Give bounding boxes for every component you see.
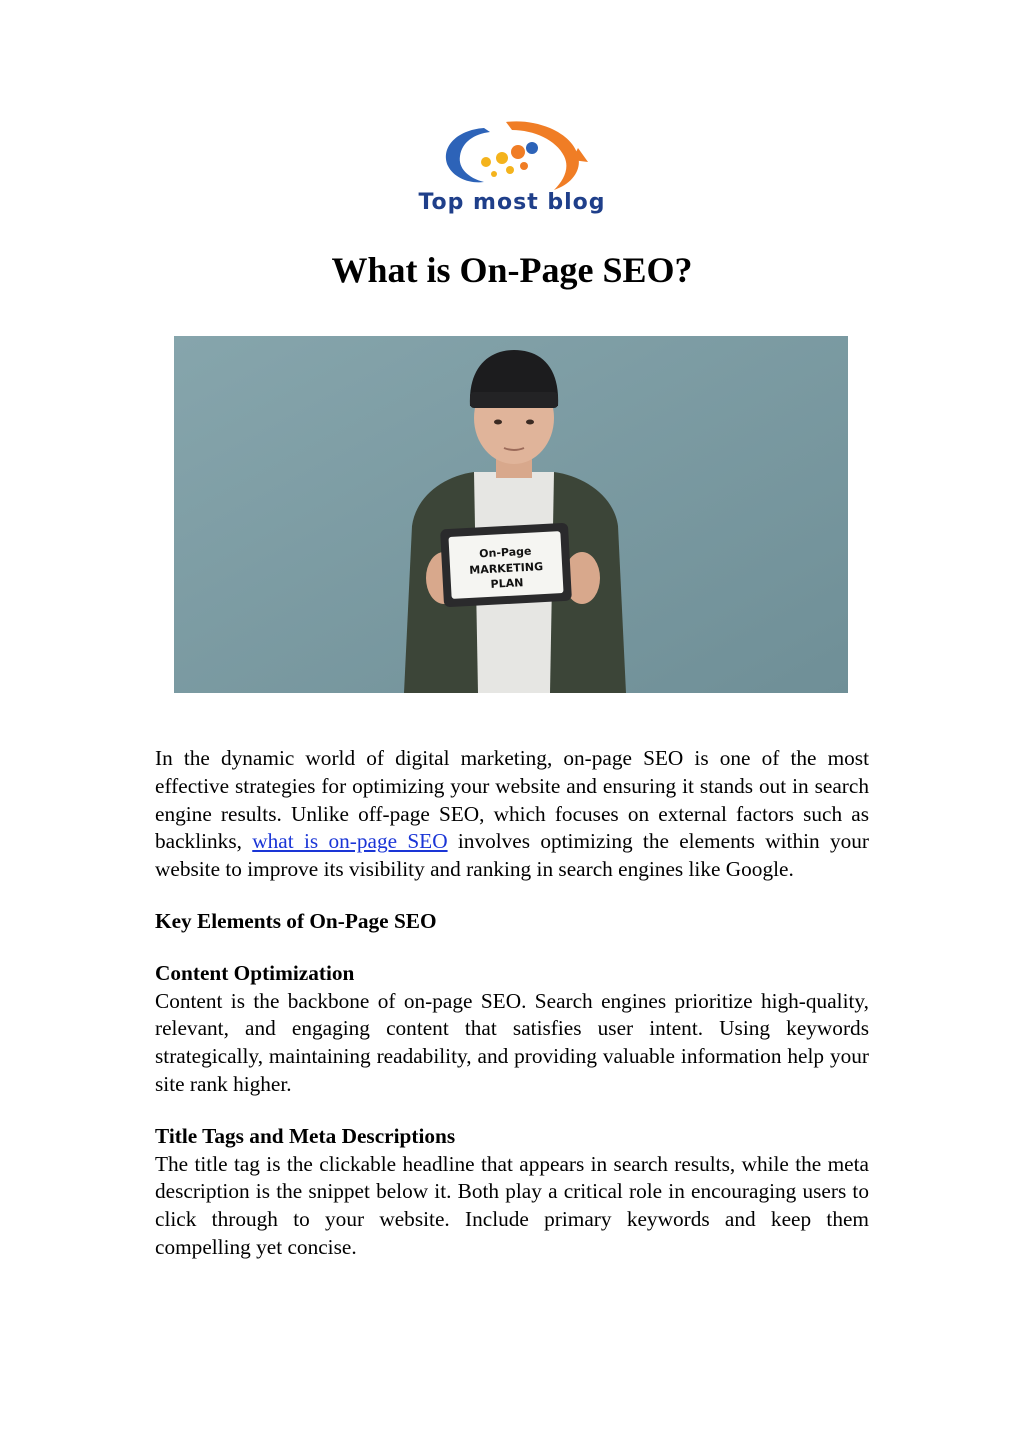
key-elements-heading: Key Elements of On-Page SEO (155, 908, 437, 933)
logo-swirl-icon (366, 118, 658, 194)
marketing-plan-sign (440, 523, 572, 608)
section-body: The title tag is the clickable headline that appears in search results, while the meta description is the snippet below it. Both play a critical role in encouraging users to click through to your website. Include primary keywords and keep them compelling yet concise. (155, 1151, 869, 1259)
page-title: What is On-Page SEO? (331, 250, 693, 290)
hero-image (174, 336, 848, 693)
section-content-optimization (155, 960, 869, 1099)
sign-line-1: On-Page (478, 544, 532, 561)
intro-text-start: In the dynamic world of digital marketing, on-page SEO is one of the most effective strategies for optimizing your website and ensuring it stands out in search engine results. Unlike off-page SEO, which focuses on external factors such as backlinks, (155, 746, 869, 854)
logo-text: Top most blog (418, 190, 606, 215)
section-body: Content is the backbone of on-page SEO. Search engines prioritize high-quality, relevant, and engaging content that satisfies user intent. Using keywords strategically, maintaining readability, and providing valuable information help your site rank higher. (155, 988, 869, 1096)
section-title-tags (155, 1123, 869, 1262)
site-logo[interactable] (366, 118, 658, 218)
intro-paragraph (155, 745, 869, 884)
sign-line-3: PLAN (490, 576, 524, 591)
on-page-seo-link[interactable]: what is on-page SEO (252, 829, 448, 854)
sign-line-2: MARKETING (468, 560, 544, 577)
section-heading: Title Tags and Meta Descriptions (155, 1123, 456, 1148)
section-heading: Content Optimization (155, 960, 355, 985)
intro-text-end: involves optimizing the elements within your website to improve its visibility and ranking in search engines like Google. (155, 829, 869, 882)
article-body (155, 745, 869, 1286)
